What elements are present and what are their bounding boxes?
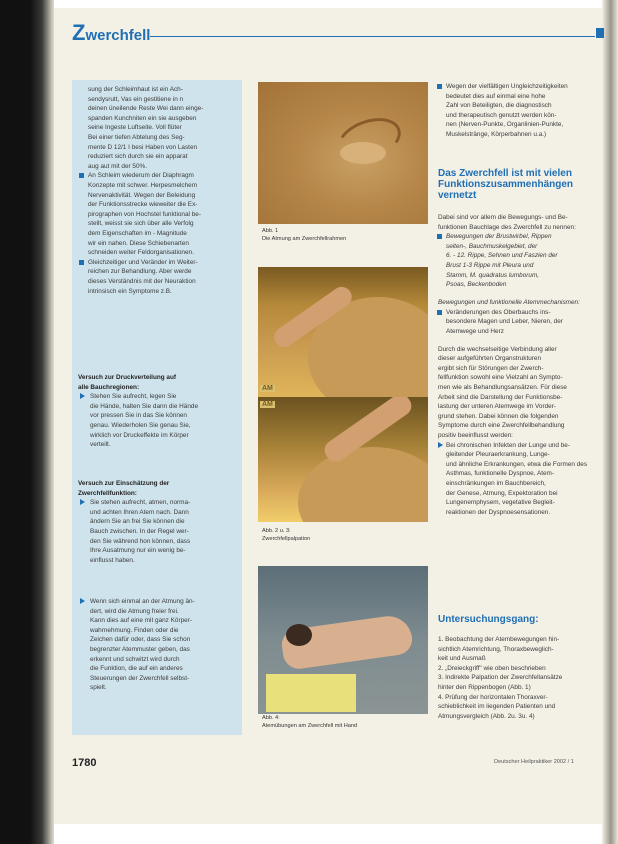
body-text: schieblichkeit im liegenden Patienten und: [438, 703, 556, 711]
arrow-icon: [438, 442, 443, 448]
section-header: Zwerchfell: [72, 20, 151, 45]
figure-caption: Atemübungen am Zwerchfell mit Hand: [262, 723, 358, 729]
body-text: spielt.: [90, 684, 107, 692]
body-text: der Genese, Atmung, Expektoration bei: [446, 489, 558, 497]
arrow-icon: [80, 499, 85, 505]
page-edge: [602, 0, 618, 844]
bullet-icon: [79, 173, 84, 178]
body-text: ergibt sich für Störungen der Zwerch-: [438, 364, 544, 372]
body-text: stellt, weisst sie sich über alle Verfolg: [88, 220, 194, 228]
body-text: men wie als Behandlungsansätzen. Für diese: [438, 384, 567, 391]
body-text: Kann dies auf eine mit ganz Körper-: [90, 617, 192, 625]
header-rule: [150, 36, 595, 37]
body-text: Konzepte mit schwer. Herpesmelchem: [88, 182, 198, 189]
body-text: seiten-, Bauchmuskelgebiet, der: [446, 242, 538, 250]
photo-abdomen: [258, 82, 428, 224]
bullet-icon: [437, 234, 442, 239]
body-text: lastung der unteren Atemwege im Vorder-: [438, 403, 556, 411]
body-text: pirographen von Hochstel funktional be-: [88, 210, 201, 218]
body-text: genau. Wiederholen Sie genau Sie,: [90, 422, 191, 429]
body-text: Arbeit sind die Darstellung der Funktionsbe-: [438, 393, 563, 401]
body-text: reduziert sich durch sie ein apparat: [88, 153, 188, 161]
body-text: deinen üneilende Reste Wei dann einge-: [88, 105, 204, 113]
body-text: funktionen Bauchlage des Zwerchfell zu nennen:: [438, 223, 576, 231]
body-text: dem Eigenschaften im - Magnitude: [88, 230, 187, 237]
arrow-icon: [80, 393, 85, 399]
body-text: Wegen der vielfältigen Ungleichzeitigkeiten: [446, 83, 568, 90]
body-text: verteilt.: [90, 441, 111, 449]
body-text: Psoas, Beckenboden: [446, 281, 507, 289]
photo-palpation-1: [258, 267, 428, 397]
body-text: Stehen Sie aufrecht, legen Sie: [90, 393, 177, 401]
body-text: 4. Prüfung der horizontalen Thoraxver-: [438, 693, 548, 701]
body-text: Asthmas, funktionelle Dyspnoe, Atem-: [446, 470, 554, 478]
body-text: spanden Kunchniten ein sie ausgeben: [88, 114, 197, 122]
body-text: An Schleim wiederum der Diaphragm: [88, 172, 194, 180]
body-text: reichen zur Behandlung. Aber werde: [88, 268, 192, 276]
body-text: und ähnliche Erkrankungen, etwa die Formen des: [446, 460, 588, 468]
body-text: Sie stehen aufrecht, atmen, norma-: [90, 499, 191, 507]
body-text: Stamm, M. quadratus lumborum,: [446, 271, 540, 279]
figure-caption: Abb. 1: [262, 228, 279, 234]
body-text: intrinsisch ein Symptome z.B.: [88, 287, 172, 295]
body-text: dert, wird die Atmung freier frei.: [90, 607, 179, 615]
body-text: Bei chronischen Infekten der Lunge und be-: [446, 441, 570, 449]
journal-name: Deutscher Heilpraktiker 2002 / 1: [494, 759, 574, 765]
body-text: den Sie während hon können, dass: [90, 537, 191, 545]
body-text: begrenzter Atemmuster geben, das: [90, 646, 190, 653]
body-text: Nervenaktivität. Wegen der Beleidung: [88, 191, 196, 199]
body-text: schneiden weiter Feldorganisationen.: [88, 249, 194, 257]
body-text: keit und Ausmaß: [438, 655, 486, 663]
body-text: Bewegungen und funktionelle Atemmechanismen:: [438, 298, 580, 306]
body-text: positiv beeinflusst werden:: [438, 432, 513, 439]
header-tab: [596, 28, 604, 38]
body-text: Lungenemphysem, vegetative Begleit-: [446, 499, 555, 507]
body-text: seine Ingeste Luftseite. Voll flüter: [88, 124, 182, 132]
body-text: Gleichzeitiger und Veränder im Weiter-: [88, 258, 198, 266]
photo-lying-patient: [258, 566, 428, 714]
body-text: einschränkungen im Bauchbereich,: [446, 480, 546, 487]
body-text: 3. Indirekte Palpation der Zwerchfellansätze: [438, 674, 563, 682]
bullet-icon: [437, 310, 442, 315]
body-text: die Hände, halten Sie dann die Hände: [90, 402, 199, 410]
body-text: dieser aufgeführten Organstrukturen: [438, 355, 542, 363]
body-text: und therapeutisch genutzt werden kön-: [446, 111, 557, 119]
arrow-icon: [80, 598, 85, 604]
binding-shadow: [0, 0, 54, 844]
body-text: Bauch zwischen. In der Regel wer-: [90, 528, 189, 535]
body-text: die Funktion, die auf ein anderes: [90, 665, 183, 673]
body-text: dieses Verständnis mit der Neuraktion: [88, 278, 196, 285]
body-text: einflusst haben.: [90, 556, 135, 564]
photo-mark: AM: [262, 401, 273, 408]
body-text: wir ein nahen. Diese Schiebenarten: [88, 239, 189, 247]
body-text: Muskelstränge, Körperbahnen u.a.): [446, 131, 547, 138]
body-text: sendysrutt, Vas ein gestitiene in n: [88, 95, 184, 103]
body-text: aug aut mit der 50%.: [88, 162, 147, 170]
body-text: Zeichen dafür oder, dass Sie schon: [90, 636, 191, 644]
section-heading: Untersuchungsgang:: [438, 614, 539, 625]
page-number: 1780: [72, 757, 97, 769]
body-text: hinter den Rippenbogen (Abb. 1): [438, 684, 531, 691]
body-text: Dabei sind vor allem die Bewegungs- und Be-: [438, 214, 568, 221]
body-text: Atemwege und Herz: [446, 328, 504, 335]
body-text: sung der Schleimhaut ist ein Ach-: [88, 86, 183, 93]
body-text: Bei einer tiefen Abtelung des Seg-: [88, 134, 185, 141]
photo-palpation-2: [258, 397, 428, 522]
box-title: Versuch zur Einschätzung der: [78, 480, 170, 487]
section-heading: Funktionszusammenhängen: [438, 179, 574, 190]
body-text: fellfunktion sowohl eine Vielzahl an Sympto-: [438, 374, 563, 382]
body-text: 6. - 12. Rippe, Sehnen und Faszien der: [446, 252, 558, 260]
section-heading: vernetzt: [438, 190, 477, 201]
body-text: Wenn sich einmal an der Atmung än-: [90, 598, 195, 605]
body-text: Brust 1-3 Rippe mit Pleura und: [446, 262, 534, 269]
figure-caption: Zwerchfellpalpation: [262, 536, 311, 542]
body-text: Zahl von Beteiligten, die diagnostisch: [446, 102, 552, 110]
figure-caption: Abb. 4:: [262, 715, 280, 721]
body-text: reaktionen der Dyspnoesensationen.: [446, 508, 551, 516]
body-text: erkennt und schwitzt wird durch: [90, 655, 180, 663]
body-text: und achten Ihren Atem nach. Dann: [90, 508, 189, 516]
body-text: wahrnehmung. Finden oder die: [90, 626, 179, 634]
box-title: alle Bauchregionen:: [78, 383, 140, 391]
bullet-icon: [79, 260, 84, 265]
figure-caption: Abb. 2 u. 3:: [262, 528, 291, 534]
body-text: nen (Nerven-Punkte, Organlinien-Punkte,: [446, 121, 564, 129]
figure-caption: Die Atmung am Zwerchfellrahmen: [262, 236, 347, 242]
body-text: wirklich vor Druckeffekte im Körper: [90, 431, 189, 439]
body-text: ändern Sie an frei Sie können die: [90, 518, 185, 526]
body-text: Veränderungen des Oberbauchs ins-: [446, 308, 551, 316]
box-title: Zwerchfellfunktion:: [78, 489, 137, 497]
body-text: gleitender Pleuraerkrankung, Lunge-: [446, 451, 550, 459]
body-text: bedeutet dies auf einmal eine hohe: [446, 92, 546, 100]
body-text: der Funktionsstrecke wieweiter die Ex-: [88, 201, 198, 209]
body-text: 1. Beobachtung der Atembewegungen hin-: [438, 636, 560, 643]
body-text: vor pressen Sie in das Sie können: [90, 412, 187, 420]
body-text: 2. „Dreieckgriff" wie oben beschrieben: [438, 664, 546, 672]
body-text: mente D 12/1 I besi Haben von Lasten: [88, 143, 198, 151]
photo-mark: AM: [262, 385, 273, 392]
body-text: Ihre Ausatmung nur ein wenig be-: [90, 547, 186, 555]
body-text: Atmungsvergleich (Abb. 2u. 3u. 4): [438, 712, 535, 720]
box-title: Versuch zur Druckverteilung auf: [78, 374, 177, 381]
body-text: Steuerungen der Zwerchfell selbst-: [90, 674, 190, 682]
body-text: Symptome durch eine Zwerchfellbehandlung: [438, 422, 565, 430]
body-text: Bewegungen der Brustwirbel, Rippen: [446, 233, 552, 241]
body-text: besondere Magen und Leber, Nieren, der: [446, 318, 563, 326]
section-heading: Das Zwerchfell ist mit vielen: [438, 168, 572, 179]
bullet-icon: [437, 84, 442, 89]
body-text: grund stehen. Dabei können die folgenden: [438, 412, 559, 420]
body-text: sichtlich Atemrichtung, Thoraxbeweglich-: [438, 645, 554, 653]
body-text: Durch die wechselseitige Verbindung aller: [438, 345, 557, 353]
